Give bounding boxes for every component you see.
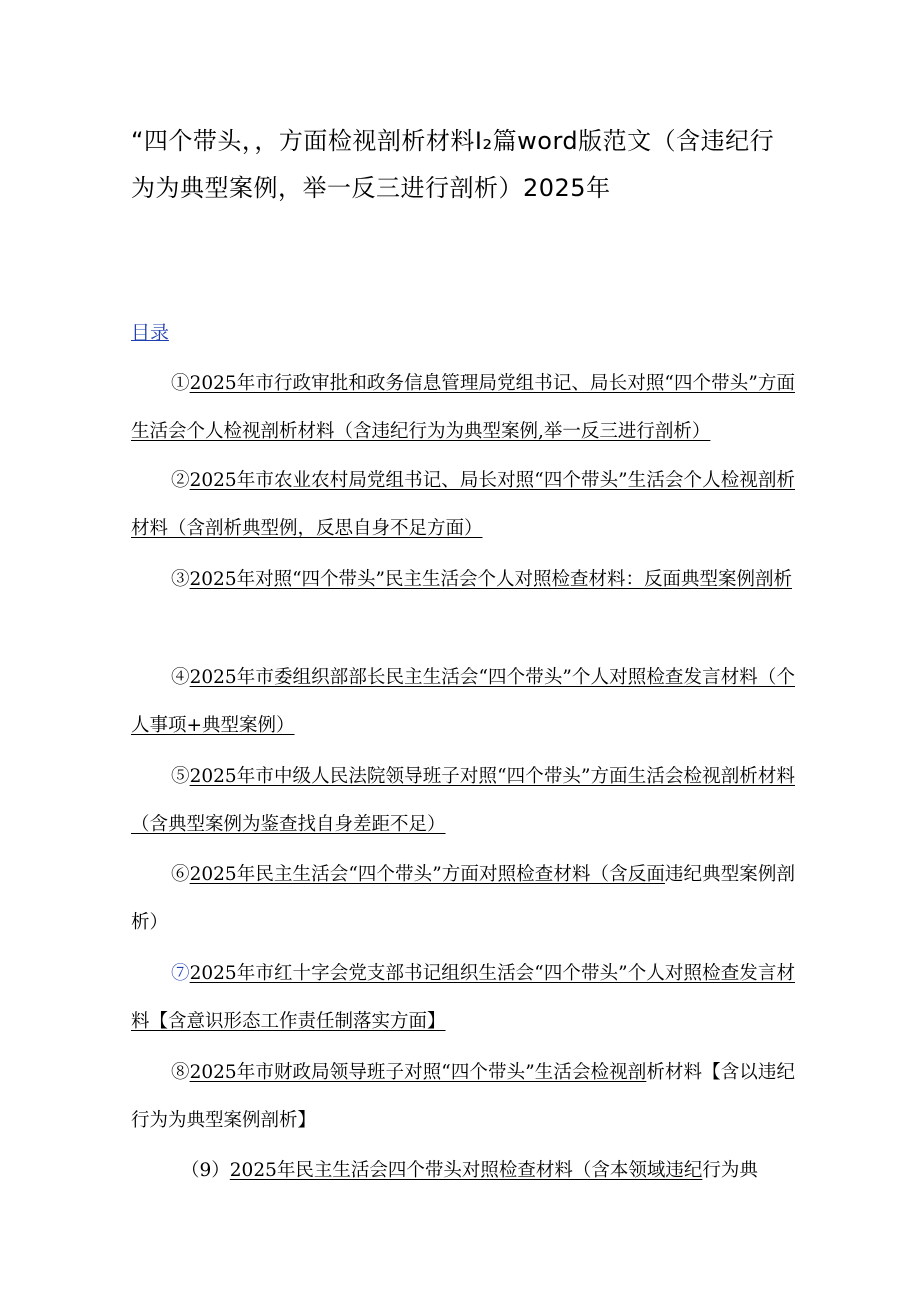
toc-item-number: ⑤ bbox=[171, 766, 190, 787]
toc-item-text: 析材料【含以违纪行为为典型案例剖析】 bbox=[131, 1062, 795, 1131]
toc-item-4[interactable] bbox=[131, 654, 795, 750]
toc-item-text: 违纪典型案例剖析） bbox=[131, 864, 795, 933]
toc-item-link[interactable]: 2025年市财政局领导班子对照“四个带头”生活会检视剖 bbox=[189, 1062, 647, 1083]
toc-item-1[interactable] bbox=[131, 360, 795, 456]
toc-item-3[interactable] bbox=[131, 556, 795, 604]
toc-item-number: ⑥ bbox=[171, 864, 190, 885]
toc-item-link[interactable]: 2025年市红十字会党支部书记组织生活会“四个带头”个人对照检查发言材料【含意识形态工作责任制落实方面】 bbox=[131, 963, 795, 1032]
toc-item-number: ② bbox=[171, 470, 190, 491]
toc-item-link[interactable]: 2025年市中级人民法院领导班子对照“四个带头”方面生活会检视剖析材料（含典型案例为鉴查找自身差距不足） bbox=[131, 766, 795, 835]
toc-item-number: ⑧ bbox=[171, 1062, 190, 1083]
toc-item-link[interactable]: 2025年市委组织部部长民主生活会“四个带头”个人对照检查发言材料（个人事项+典型案例） bbox=[131, 667, 795, 736]
document-title: “四个带头，，方面检视剖析材料I₂篇word版范文（含违纪行为为典型案例，举一反三进行剖析）2025年 bbox=[131, 127, 775, 202]
toc-item-number: ③ bbox=[171, 569, 190, 590]
toc-item-6[interactable] bbox=[131, 851, 795, 947]
toc-item-number: ④ bbox=[171, 667, 190, 688]
toc-item-2[interactable] bbox=[131, 457, 795, 553]
toc-heading-link[interactable]: 目录 bbox=[131, 322, 170, 344]
toc-item-5[interactable] bbox=[131, 753, 795, 849]
toc-item-text: 行为典 bbox=[702, 1160, 758, 1181]
toc-item-link[interactable]: 2025年市农业农村局党组书记、局长对照“四个带头”生活会个人检视剖析材料（含剖析典型例，反思自身不足方面） bbox=[131, 470, 795, 539]
toc-item-link[interactable]: 2025年对照“四个带头”民主生活会个人对照检查材料：反面典型案例剖析 bbox=[189, 569, 793, 590]
toc-item-link[interactable]: 2025年民主生活会四个带头对照检查材料（含本领域违纪 bbox=[229, 1160, 703, 1181]
toc-item-7[interactable] bbox=[131, 950, 795, 1046]
toc-item-number: ① bbox=[171, 373, 190, 394]
toc-item-9[interactable] bbox=[131, 1147, 795, 1195]
toc-item-link[interactable]: 2025年市行政审批和政务信息管理局党组书记、局长对照“四个带头”方面生活会个人检视剖析材料（含违纪行为为典型案例,举一反三进行剖析） bbox=[131, 373, 795, 442]
toc-item-link[interactable]: 2025年民主生活会“四个带头”方面对照检查材料（含反面 bbox=[189, 864, 665, 885]
toc-item-number: ⑦ bbox=[171, 963, 190, 984]
toc-item-8[interactable] bbox=[131, 1049, 795, 1145]
toc-item-number: （9） bbox=[181, 1160, 230, 1181]
